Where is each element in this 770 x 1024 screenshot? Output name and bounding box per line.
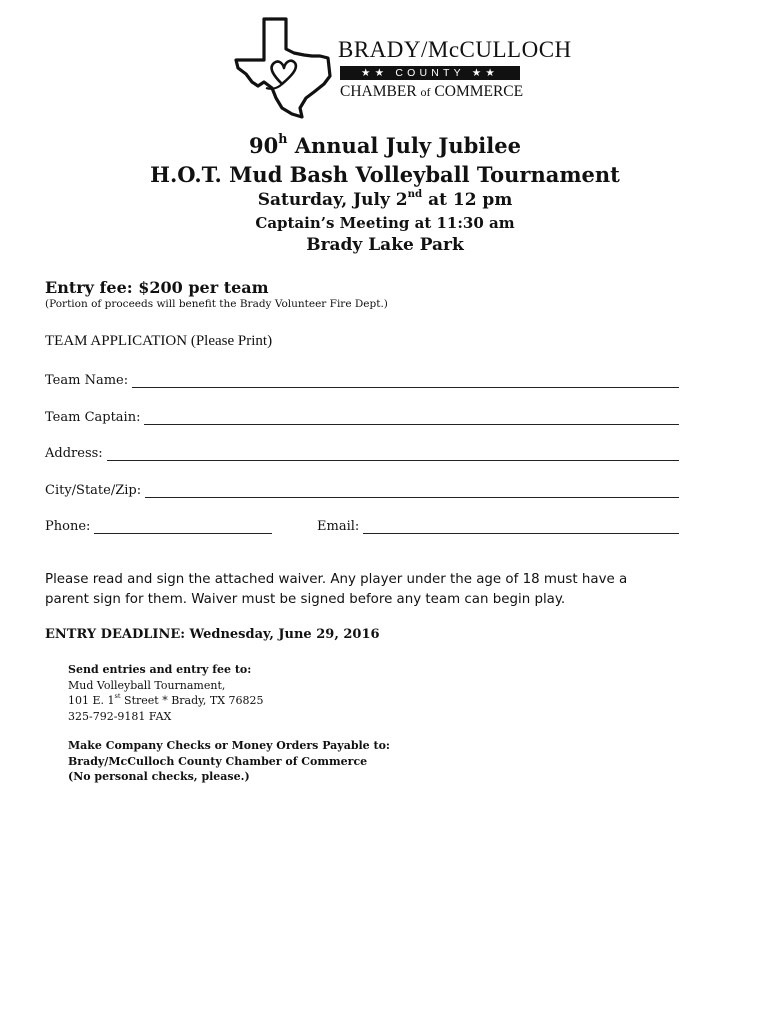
- captains-meeting: Captain’s Meeting at 11:30 am: [255, 214, 515, 232]
- phone-group: [45, 519, 272, 534]
- payable-line-1: Make Company Checks or Money Orders Payable to:: [68, 739, 390, 752]
- send-line-2-a: 101 E. 1: [68, 694, 115, 707]
- team-name-label: Team Name:: [45, 373, 129, 388]
- phone-field[interactable]: [94, 519, 272, 534]
- send-line-2-b: Street * Brady, TX 76825: [120, 694, 264, 707]
- address-label: Address:: [45, 446, 103, 461]
- city-state-zip-label: City/State/Zip:: [45, 483, 142, 498]
- send-line-2: [68, 693, 264, 709]
- send-heading: Send entries and entry fee to:: [68, 663, 252, 676]
- proceeds-note: (Portion of proceeds will benefit the Brady Volunteer Fire Dept.): [45, 298, 388, 310]
- texas-heart-icon: [234, 16, 338, 120]
- send-entries-block: [68, 662, 264, 724]
- logo-subtitle-chamber: CHAMBER: [340, 83, 417, 100]
- chamber-logo: [234, 16, 572, 120]
- email-field[interactable]: [363, 519, 679, 534]
- phone-email-row: [45, 514, 679, 534]
- event-title-sup: h: [278, 131, 288, 147]
- event-date: [0, 187, 770, 210]
- event-date-day: Saturday, July 2: [257, 190, 408, 210]
- waiver-notice: Please read and sign the attached waiver. Any player under the age of 18 must have a parent sign for them. Waiver must be signed before any team can begin play.: [45, 572, 628, 607]
- team-captain-row: [45, 405, 679, 425]
- event-date-sup: nd: [407, 187, 423, 200]
- payable-block: [68, 738, 390, 785]
- city-state-zip-field[interactable]: [145, 483, 679, 498]
- email-label: Email:: [317, 519, 360, 534]
- logo-title: BRADY/McCULLOCH: [338, 37, 572, 62]
- logo-subtitle-of: of: [420, 85, 431, 99]
- logo-subtitle-commerce: COMMERCE: [434, 83, 524, 100]
- event-title: [0, 133, 770, 158]
- team-captain-field[interactable]: [144, 410, 679, 425]
- send-line-3: 325-792-9181 FAX: [68, 709, 172, 723]
- event-title-rest: Annual July Jubilee: [287, 133, 521, 158]
- city-state-zip-row: [45, 478, 679, 498]
- send-line-1: Mud Volleyball Tournament,: [68, 678, 226, 692]
- team-captain-label: Team Captain:: [45, 410, 141, 425]
- payable-line-2: Brady/McCulloch County Chamber of Commerce: [68, 754, 368, 768]
- team-name-row: [45, 368, 679, 388]
- entry-fee: Entry fee: $200 per team: [45, 278, 269, 297]
- email-group: [317, 519, 679, 534]
- payable-line-3: (No personal checks, please.): [68, 770, 250, 783]
- application-heading: TEAM APPLICATION (Please Print): [45, 333, 273, 349]
- event-location: Brady Lake Park: [306, 235, 464, 255]
- phone-label: Phone:: [45, 519, 91, 534]
- logo-subtitle: [340, 84, 523, 100]
- event-title-number: 90: [249, 133, 279, 158]
- team-name-field[interactable]: [132, 373, 679, 388]
- event-date-time: at 12 pm: [422, 190, 513, 210]
- send-line-2-sup: st: [114, 692, 121, 701]
- logo-county-band: ★★ COUNTY ★★: [340, 66, 520, 80]
- entry-deadline: ENTRY DEADLINE: Wednesday, June 29, 2016: [45, 627, 380, 642]
- tournament-title: H.O.T. Mud Bash Volleyball Tournament: [150, 162, 620, 187]
- address-field[interactable]: [107, 446, 679, 461]
- address-row: [45, 441, 679, 461]
